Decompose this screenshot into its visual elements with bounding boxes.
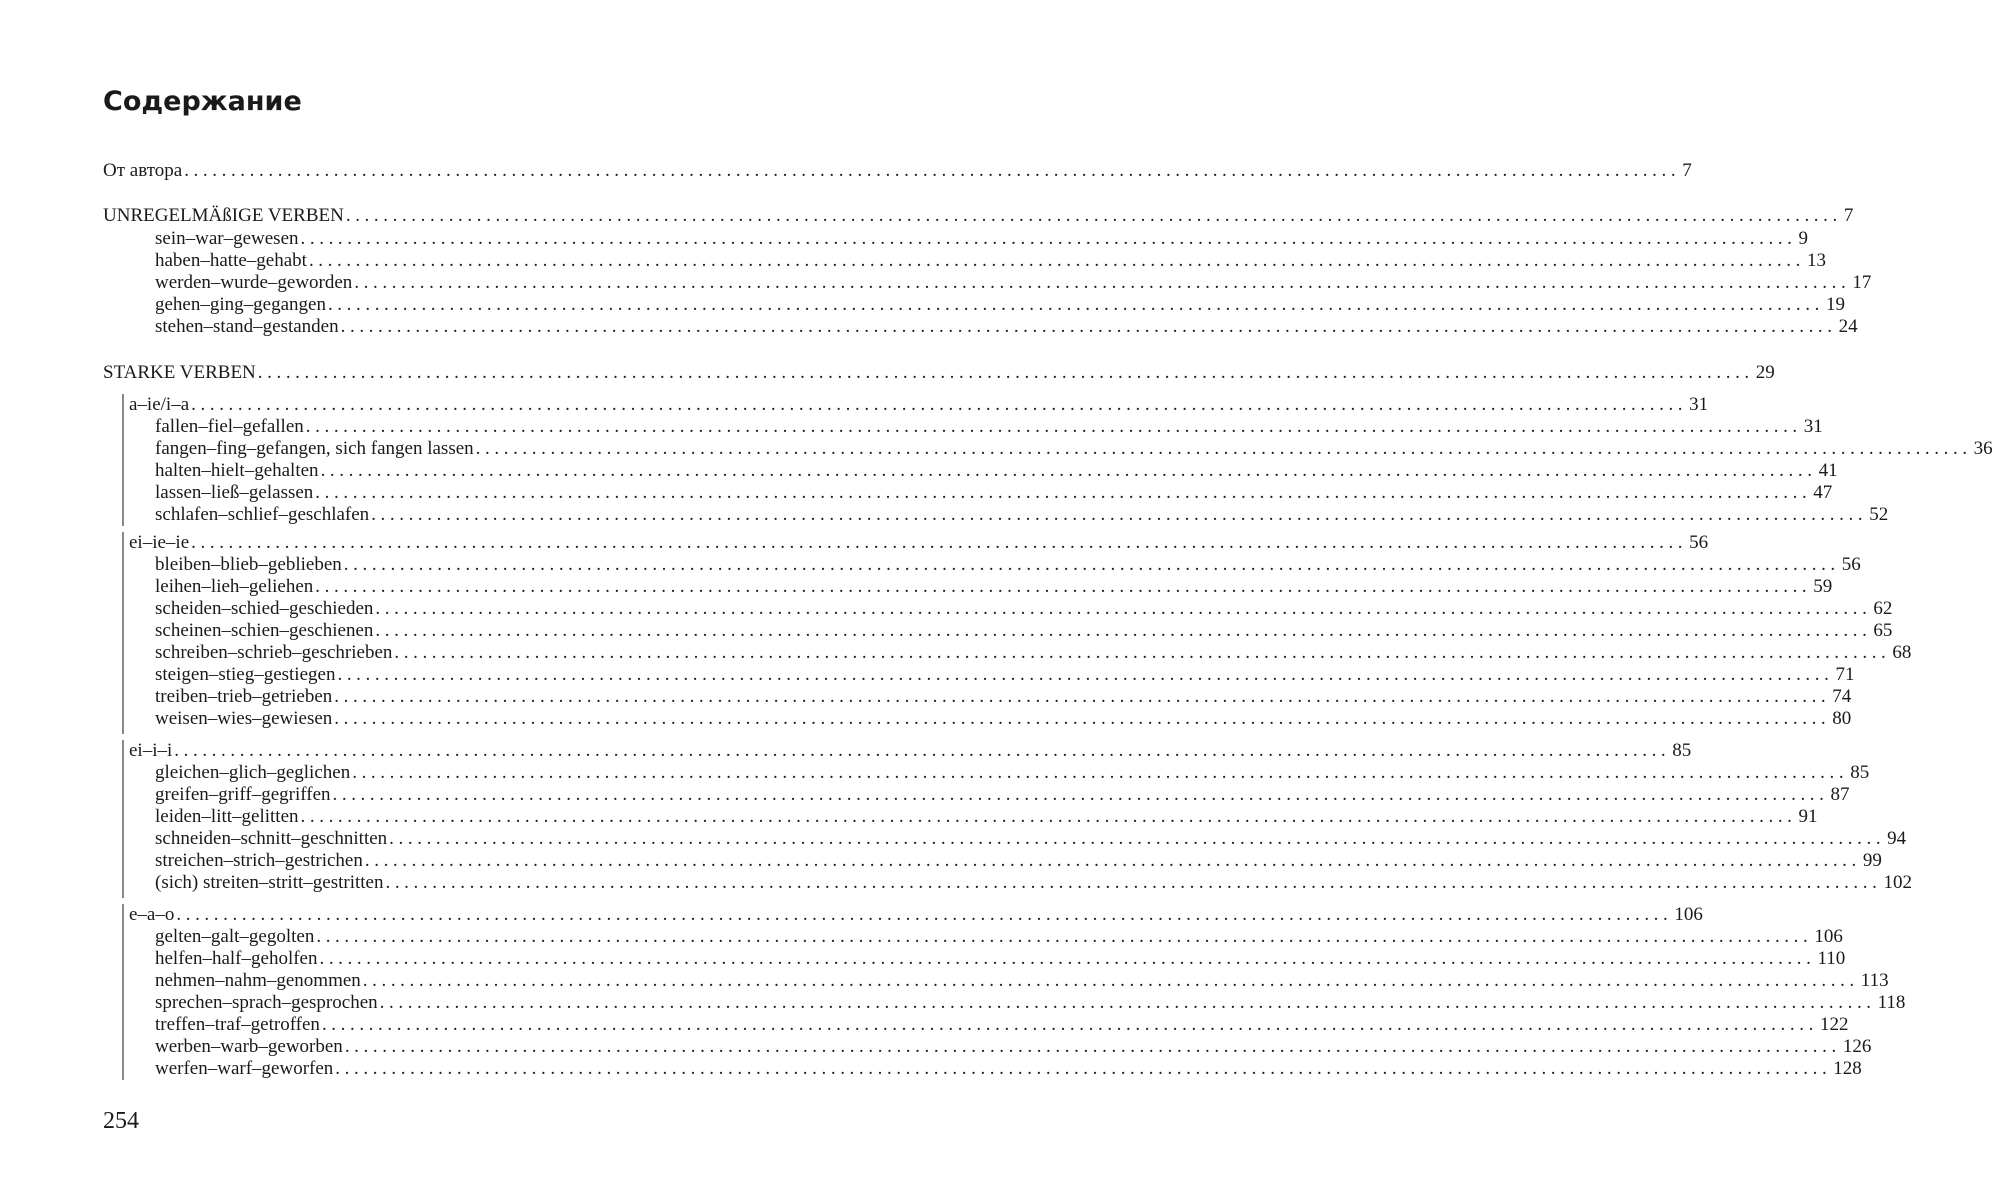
- dot-leader: ................................................................................................................................................................: [344, 1036, 1841, 1057]
- toc-entry-page: 87: [1830, 784, 1850, 805]
- toc-entry[interactable]: [129, 740, 1692, 762]
- toc-entry-label: streichen–strich–gestrichen: [155, 850, 363, 871]
- toc-entry-page: 106: [1674, 904, 1703, 925]
- toc-entry-page: 9: [1798, 228, 1809, 249]
- toc-entry[interactable]: [155, 686, 1852, 708]
- toc-entry-label: От автора: [103, 160, 183, 181]
- toc-entry-label: greifen–griff–gegriffen: [155, 784, 331, 805]
- toc-entry-label: ei–ie–ie: [129, 532, 190, 553]
- toc-entry-label: werfen–warf–geworfen: [155, 1058, 334, 1079]
- toc-entry-page: 41: [1818, 460, 1838, 481]
- toc-entry-page: 80: [1832, 708, 1852, 729]
- toc-entry-label: schneiden–schnitt–geschnitten: [155, 828, 388, 849]
- dot-leader: ................................................................................................................................................................: [345, 205, 1842, 226]
- dot-leader: ................................................................................................................................................................: [371, 504, 1868, 525]
- toc-entry-label: gelten–galt–gegolten: [155, 926, 315, 947]
- toc-entry-label: nehmen–nahm–genommen: [155, 970, 361, 991]
- dot-leader: ................................................................................................................................................................: [394, 642, 1891, 663]
- dot-leader: ................................................................................................................................................................: [319, 948, 1816, 969]
- toc-entry[interactable]: [103, 160, 1692, 182]
- toc-entry-page: 110: [1817, 948, 1846, 969]
- toc-entry-label: fangen–fing–gefangen, sich fangen lassen: [155, 438, 474, 459]
- toc-entry[interactable]: [129, 904, 1703, 926]
- toc-entry[interactable]: [103, 362, 1775, 384]
- toc-entry-label: treffen–traf–getroffen: [155, 1014, 320, 1035]
- toc-entry-label: ei–i–i: [129, 740, 173, 761]
- toc-entry-page: 91: [1798, 806, 1818, 827]
- group-rule-e-a-o: [122, 904, 124, 1080]
- toc-entry-page: 56: [1689, 532, 1709, 553]
- toc-entry-label: gehen–ging–gegangen: [155, 294, 326, 315]
- toc-entry[interactable]: [155, 806, 1818, 828]
- toc-entry-page: 62: [1873, 598, 1893, 619]
- dot-leader: ................................................................................................................................................................: [191, 532, 1688, 553]
- toc-entry[interactable]: [155, 1014, 1849, 1036]
- toc-entry-page: 85: [1850, 762, 1870, 783]
- toc-entry-label: leihen–lieh–geliehen: [155, 576, 314, 597]
- toc-entry[interactable]: [155, 272, 1872, 294]
- toc-entry-page: 126: [1842, 1036, 1872, 1057]
- toc-entry-page: 102: [1883, 872, 1912, 893]
- toc-entry-label: scheinen–schien–geschienen: [155, 620, 374, 641]
- dot-leader: ................................................................................................................................................................: [191, 394, 1688, 415]
- toc-entry-label: halten–hielt–gehalten: [155, 460, 319, 481]
- toc-entry-label: bleiben–blieb–geblieben: [155, 554, 342, 575]
- group-rule-ei-i-i: [122, 740, 124, 898]
- dot-leader: ................................................................................................................................................................: [305, 416, 1802, 437]
- toc-entry[interactable]: [155, 438, 1993, 460]
- dot-leader: ................................................................................................................................................................: [327, 294, 1824, 315]
- toc-entry-page: 7: [1682, 160, 1692, 181]
- toc-entry[interactable]: [155, 970, 1889, 992]
- dot-leader: ................................................................................................................................................................: [343, 554, 1840, 575]
- dot-leader: ................................................................................................................................................................: [352, 762, 1849, 783]
- toc-entry[interactable]: [155, 850, 1882, 872]
- toc-entry[interactable]: [155, 784, 1850, 806]
- toc-entry-page: 71: [1835, 664, 1855, 685]
- toc-entry-label: scheiden–schied–geschieden: [155, 598, 374, 619]
- toc-entry[interactable]: [155, 316, 1858, 338]
- toc-entry[interactable]: [155, 1058, 1862, 1080]
- toc-entry-label: steigen–stieg–gestiegen: [155, 664, 336, 685]
- dot-leader: ................................................................................................................................................................: [389, 828, 1886, 849]
- toc-entry[interactable]: [103, 205, 1854, 227]
- dot-leader: ................................................................................................................................................................: [335, 1058, 1832, 1079]
- toc-entry-page: 122: [1819, 1014, 1849, 1035]
- toc-entry[interactable]: [155, 598, 1893, 620]
- toc-entry[interactable]: [155, 948, 1846, 970]
- dot-leader: ................................................................................................................................................................: [364, 850, 1861, 871]
- toc-entry-page: 56: [1841, 554, 1861, 575]
- toc-entry-label: lassen–ließ–gelassen: [155, 482, 314, 503]
- toc-entry-page: 74: [1832, 686, 1852, 707]
- toc-entry-label: fallen–fiel–gefallen: [155, 416, 304, 437]
- toc-entry[interactable]: [155, 250, 1826, 272]
- toc-entry-label: treiben–trieb–getrieben: [155, 686, 333, 707]
- toc-entry-page: 36: [1973, 438, 1993, 459]
- toc-entry-page: 85: [1672, 740, 1692, 761]
- toc-entry[interactable]: [155, 926, 1843, 948]
- toc-entry-label: schlafen–schlief–geschlafen: [155, 504, 370, 525]
- toc-entry-label: werden–wurde–geworden: [155, 272, 353, 293]
- toc-entry-page: 99: [1862, 850, 1882, 871]
- dot-leader: ................................................................................................................................................................: [257, 362, 1754, 383]
- toc-entry-page: 68: [1892, 642, 1912, 663]
- toc-entry-page: 31: [1689, 394, 1709, 415]
- toc-entry[interactable]: [155, 416, 1823, 438]
- toc-entry-label: gleichen–glich–geglichen: [155, 762, 351, 783]
- toc-entry-label: stehen–stand–gestanden: [155, 316, 339, 337]
- dot-leader: ................................................................................................................................................................: [315, 482, 1812, 503]
- dot-leader: ................................................................................................................................................................: [337, 664, 1834, 685]
- toc-entry[interactable]: [155, 642, 1912, 664]
- toc-entry[interactable]: [129, 394, 1709, 416]
- dot-leader: ................................................................................................................................................................: [375, 620, 1872, 641]
- toc-entry-label: sprechen–sprach–gesprochen: [155, 992, 378, 1013]
- dot-leader: ................................................................................................................................................................: [340, 316, 1837, 337]
- toc-entry-label: UNREGELMÄßIGE VERBEN: [103, 205, 344, 226]
- toc-entry-label: helfen–half–geholfen: [155, 948, 318, 969]
- dot-leader: ................................................................................................................................................................: [300, 228, 1797, 249]
- toc-entry-page: 113: [1860, 970, 1889, 991]
- dot-leader: ................................................................................................................................................................: [320, 460, 1817, 481]
- toc-entry-label: werben–warb–geworben: [155, 1036, 343, 1057]
- dot-leader: ................................................................................................................................................................: [315, 576, 1812, 597]
- dot-leader: ................................................................................................................................................................: [375, 598, 1872, 619]
- dot-leader: ................................................................................................................................................................: [174, 740, 1671, 761]
- dot-leader: ................................................................................................................................................................: [334, 708, 1831, 729]
- toc-entry[interactable]: [155, 872, 1912, 894]
- page-number: 254: [103, 1108, 139, 1134]
- toc-entry[interactable]: [129, 532, 1709, 554]
- toc-entry[interactable]: [155, 504, 1889, 526]
- toc-entry[interactable]: [155, 620, 1893, 642]
- toc-entry-page: 29: [1755, 362, 1775, 383]
- toc-entry-label: leiden–litt–gelitten: [155, 806, 299, 827]
- dot-leader: ................................................................................................................................................................: [332, 784, 1829, 805]
- toc-entry[interactable]: [155, 576, 1833, 598]
- toc-entry-label: haben–hatte–gehabt: [155, 250, 307, 271]
- toc-entry-label: e–a–o: [129, 904, 175, 925]
- toc-entry[interactable]: [155, 664, 1855, 686]
- toc-entry-label: (sich) streiten–stritt–gestritten: [155, 872, 384, 893]
- dot-leader: ................................................................................................................................................................: [321, 1014, 1818, 1035]
- toc-entry-page: 118: [1877, 992, 1906, 1013]
- toc-entry-page: 19: [1825, 294, 1845, 315]
- group-rule-a-ie-i-a: [122, 394, 124, 526]
- toc-entry-label: sein–war–gewesen: [155, 228, 299, 249]
- group-rule-ei-ie-ie: [122, 532, 124, 734]
- toc-entry[interactable]: [155, 708, 1852, 730]
- toc-entry[interactable]: [155, 294, 1845, 316]
- toc-entry[interactable]: [155, 1036, 1872, 1058]
- toc-entry-page: 17: [1852, 272, 1872, 293]
- toc-entry[interactable]: [155, 460, 1838, 482]
- toc-entry-label: weisen–wies–gewiesen: [155, 708, 333, 729]
- dot-leader: ................................................................................................................................................................: [334, 686, 1831, 707]
- dot-leader: ................................................................................................................................................................: [184, 160, 1681, 181]
- dot-leader: ................................................................................................................................................................: [308, 250, 1805, 271]
- toc-entry[interactable]: [155, 992, 1906, 1014]
- toc-entry-page: 52: [1869, 504, 1889, 525]
- toc-entry-page: 59: [1813, 576, 1833, 597]
- dot-leader: ................................................................................................................................................................: [379, 992, 1876, 1013]
- toc-entry-page: 128: [1833, 1058, 1862, 1079]
- toc-entry[interactable]: [155, 482, 1833, 504]
- toc-entry-label: schreiben–schrieb–geschrieben: [155, 642, 393, 663]
- dot-leader: ................................................................................................................................................................: [362, 970, 1859, 991]
- dot-leader: ................................................................................................................................................................: [354, 272, 1851, 293]
- toc-entry-page: 13: [1806, 250, 1826, 271]
- toc-entry[interactable]: [155, 554, 1861, 576]
- dot-leader: ................................................................................................................................................................: [300, 806, 1797, 827]
- toc-entry-label: a–ie/i–a: [129, 394, 190, 415]
- page-title: Содержание: [103, 86, 302, 117]
- toc-entry-page: 24: [1838, 316, 1858, 337]
- toc-entry[interactable]: [155, 828, 1907, 850]
- toc-entry-page: 31: [1803, 416, 1823, 437]
- dot-leader: ................................................................................................................................................................: [475, 438, 1972, 459]
- toc-entry-page: 65: [1873, 620, 1893, 641]
- toc-entry[interactable]: [155, 762, 1870, 784]
- toc-entry-page: 94: [1887, 828, 1907, 849]
- toc-entry-page: 7: [1843, 205, 1854, 226]
- dot-leader: ................................................................................................................................................................: [316, 926, 1813, 947]
- dot-leader: ................................................................................................................................................................: [385, 872, 1882, 893]
- dot-leader: ................................................................................................................................................................: [176, 904, 1673, 925]
- toc-entry-label: STARKE VERBEN: [103, 362, 256, 383]
- toc-entry-page: 47: [1813, 482, 1833, 503]
- toc-entry[interactable]: [155, 228, 1809, 250]
- toc-entry-page: 106: [1814, 926, 1843, 947]
